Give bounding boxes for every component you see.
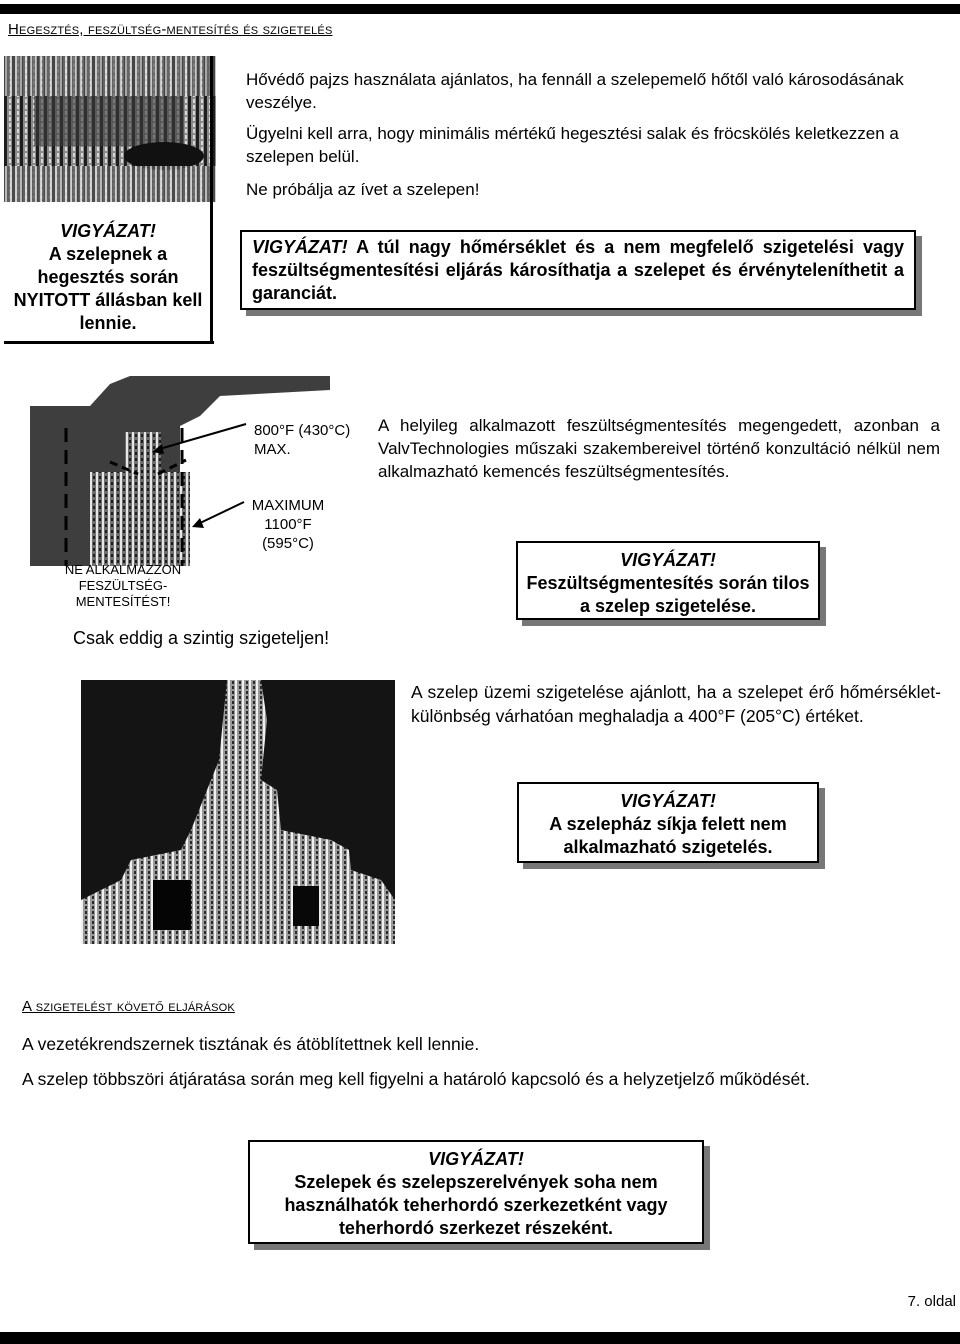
sidebar-rule — [4, 341, 214, 344]
valve-insulation-photo — [81, 680, 395, 944]
top-rule — [0, 4, 960, 14]
load-bearing-warning-text: Szelepek és szelepszerelvények soha nem használhatók teherhordó szerkezetként vagy teherhordó szerkezet részeként. — [284, 1172, 668, 1238]
stress-relief-paragraph: A helyileg alkalmazott feszültségmentesítés megengedett, azonban a ValvTechnologies műszaki szakembereivel történő konzultáció nélkül nem alkalmazható kemencés feszültségmentesítés. — [378, 416, 940, 481]
welding-paragraph-1: Hővédő pajzs használata ajánlatos, ha fennáll a szelepemelő hőtől való károsodásának veszélye. — [246, 70, 904, 112]
no-stress-relief-label: NE ALKALMAZZON FESZÜLTSÉG-MENTESÍTÉST! — [64, 562, 182, 609]
welding-paragraph-2: Ügyelni kell arra, hogy minimális mértékű hegesztési salak és fröcskölés keletkezzen a szelepen belül. — [246, 124, 899, 166]
insulation-paragraph: A szelep üzemi szigetelése ajánlott, ha a szelepet érő hőmérséklet-különbség várhatóan meghaladja a 400°F (205°C) értéket. — [411, 682, 941, 726]
insulation-warning-title: VIGYÁZAT! — [620, 791, 716, 811]
post-insulation-paragraph-1: A vezetékrendszernek tisztának és átöblítettnek kell lennie. — [22, 1034, 480, 1054]
post-insulation-paragraph-2: A szelep többszöri átjáratása során meg kell figyelni a határoló kapcsoló és a helyzetjelző működését. — [22, 1069, 810, 1089]
load-bearing-warning-box — [248, 1140, 704, 1244]
temp-max-label: 800°F (430°C) MAX. — [254, 422, 351, 458]
page-number: 7. oldal — [907, 1293, 956, 1310]
stress-relief-warning-box — [516, 541, 820, 620]
sidebar-warning-text: A szelepnek a hegesztés során NYITOTT állásban kell lennie. — [13, 244, 203, 333]
welding-paragraph-3: Ne próbálja az ívet a szelepen! — [246, 180, 480, 199]
stress-relief-warning-text: Feszültségmentesítés során tilos a szelep szigetelése. — [526, 573, 810, 616]
sidebar-warning-title: VIGYÁZAT! — [60, 221, 156, 241]
load-bearing-warning-title: VIGYÁZAT! — [428, 1149, 524, 1169]
stress-relief-warning-title: VIGYÁZAT! — [620, 550, 716, 570]
sidebar-vertical-rule — [210, 56, 213, 344]
bottom-rule — [0, 1332, 960, 1344]
insulation-warning-text: A szelepház síkja felett nem alkalmazható szigetelés. — [549, 814, 787, 857]
sidebar-warning — [10, 220, 206, 335]
post-insulation-title: A szigetelést követő eljárások — [22, 998, 235, 1015]
maximum-temp-label: MAXIMUM 1100°F (595°C) — [251, 497, 325, 552]
welding-photo — [4, 56, 216, 202]
insulate-level-label: Csak eddig a szintig szigeteljen! — [73, 628, 330, 648]
section-title: Hegesztés, feszültség-mentesítés és szigetelés — [8, 21, 333, 38]
insulation-warning-box — [517, 782, 819, 863]
welding-warning-title: VIGYÁZAT! — [252, 237, 348, 257]
welding-warning-text: A túl nagy hőmérséklet és a nem megfelelő szigetelési vagy feszültségmentesítési eljárás károsíthatja a szelepet és érvényteleníthetit a garanciát. — [252, 237, 904, 303]
welding-warning-box — [240, 230, 916, 310]
